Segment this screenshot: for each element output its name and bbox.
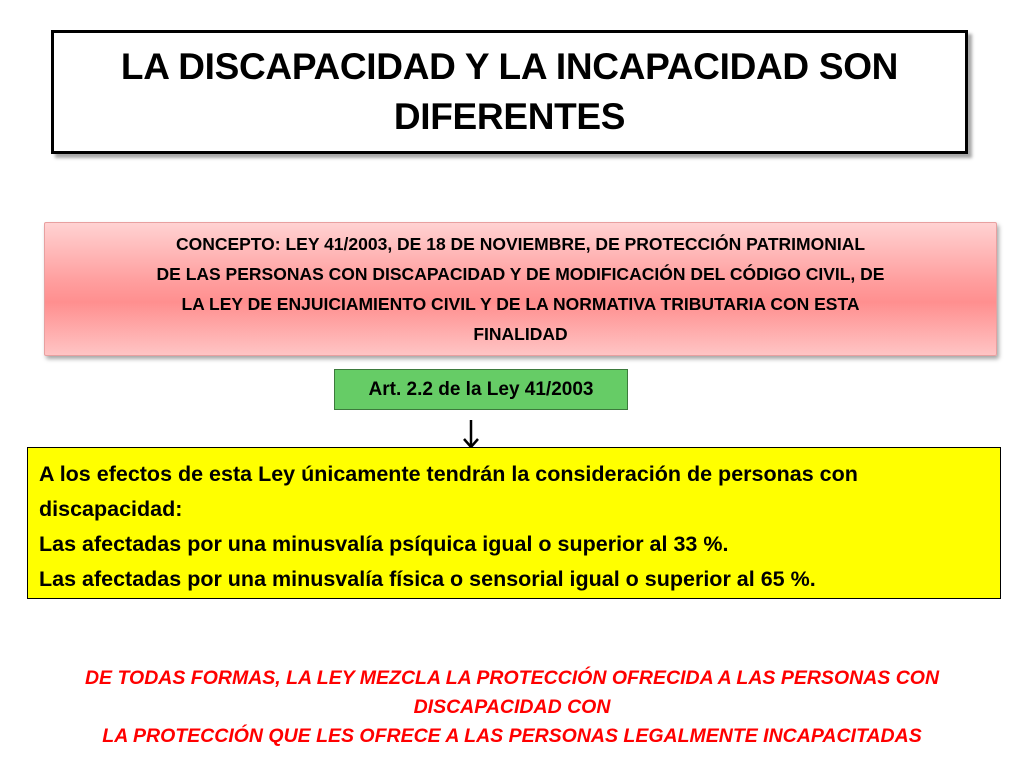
concept-line: CONCEPTO: LEY 41/2003, DE 18 DE NOVIEMBRE, DE PROTECCIÓN PATRIMONIAL bbox=[175, 234, 866, 254]
definition-line: A los efectos de esta Ley únicamente tendrán la consideración de personas con bbox=[39, 462, 858, 486]
article-reference-label: Art. 2.2 de la Ley 41/2003 bbox=[368, 378, 594, 400]
closing-note bbox=[0, 664, 1024, 751]
concept-line: DE LAS PERSONAS CON DISCAPACIDAD Y DE MODIFICACIÓN DEL CÓDIGO CIVIL, DE bbox=[156, 264, 885, 284]
title-line: LA DISCAPACIDAD Y LA INCAPACIDAD SON bbox=[120, 46, 899, 87]
note-line: LA PROTECCIÓN QUE LES OFRECE A LAS PERSONAS LEGALMENTE INCAPACITADAS bbox=[102, 725, 922, 747]
title-box bbox=[51, 30, 968, 154]
law-concept-box bbox=[44, 222, 997, 356]
definition-line: Las afectadas por una minusvalía física o sensorial igual o superior al 65 %. bbox=[39, 567, 816, 591]
arrow-down-icon bbox=[459, 418, 483, 450]
article-reference-box bbox=[334, 369, 628, 410]
note-line: DISCAPACIDAD CON bbox=[413, 696, 611, 718]
definition-line: Las afectadas por una minusvalía psíquica igual o superior al 33 %. bbox=[39, 532, 729, 556]
definition-box bbox=[27, 447, 1001, 599]
concept-line: FINALIDAD bbox=[473, 324, 568, 344]
note-line: DE TODAS FORMAS, LA LEY MEZCLA LA PROTECCIÓN OFRECIDA A LAS PERSONAS CON bbox=[84, 667, 940, 689]
title-line: DIFERENTES bbox=[393, 96, 626, 137]
definition-line: discapacidad: bbox=[39, 497, 183, 521]
concept-line: LA LEY DE ENJUICIAMIENTO CIVIL Y DE LA NORMATIVA TRIBUTARIA CON ESTA bbox=[181, 294, 860, 314]
